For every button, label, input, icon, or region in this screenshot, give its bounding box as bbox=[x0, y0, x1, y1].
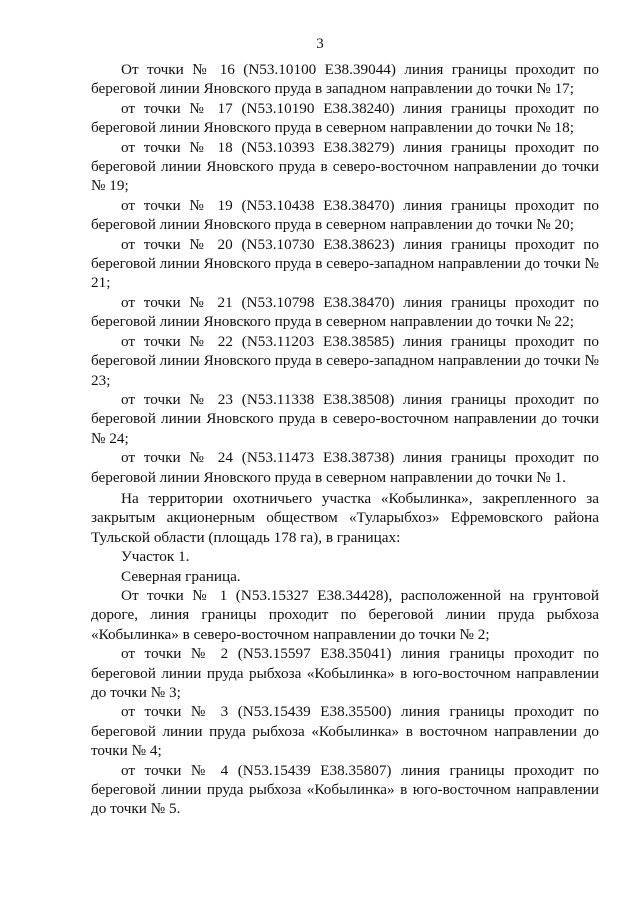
paragraph: от точки № 17 (N53.10190 E38.38240) линия границы проходит по береговой линии Яновского пруда в северном направлении до точки № 18; bbox=[91, 99, 599, 137]
paragraph: На территории охотничьего участка «Кобылинка», закрепленного за закрытым акционерным обществом «Туларыбхоз» Ефремовского района Тульской области (площадь 178 га), в границах: bbox=[91, 489, 599, 546]
section-subheading: Северная граница. bbox=[121, 567, 241, 585]
paragraph: от точки № 18 (N53.10393 E38.38279) линия границы проходит по береговой линии Яновского пруда в северо-восточном направлении до точки № 19; bbox=[91, 138, 599, 195]
paragraph: от точки № 23 (N53.11338 E38.38508) линия границы проходит по береговой линии Яновского пруда в северо-восточном направлении до точки № 24; bbox=[91, 390, 599, 447]
page-number: 3 bbox=[316, 36, 324, 52]
paragraph: от точки № 4 (N53.15439 E38.35807) линия границы проходит по береговой линии пруда рыбхоза «Кобылинка» в юго-восточном направлении до точки № 5. bbox=[91, 761, 599, 818]
paragraph: От точки № 1 (N53.15327 E38.34428), расположенной на грунтовой дороге, линия границы проходит по береговой линии пруда рыбхоза «Кобылинка» в северо-восточном направлении до точки № 2; bbox=[91, 586, 599, 643]
paragraph: от точки № 2 (N53.15597 E38.35041) линия границы проходит по береговой линии пруда рыбхоза «Кобылинка» в юго-восточном направлении до точки № 3; bbox=[91, 645, 599, 701]
section-heading: Участок 1. bbox=[121, 548, 190, 566]
paragraph: от точки № 21 (N53.10798 E38.38470) линия границы проходит по береговой линии Яновского пруда в северном направлении до точки № 22; bbox=[91, 293, 599, 331]
paragraph: От точки № 16 (N53.10100 E38.39044) линия границы проходит по береговой линии Яновского пруда в западном направлении до точки № 17; bbox=[91, 61, 599, 98]
paragraph: от точки № 3 (N53.15439 E38.35500) линия границы проходит по береговой линии пруда рыбхоза «Кобылинка» в восточном направлении до точки № 4; bbox=[91, 703, 599, 760]
paragraph: от точки № 22 (N53.11203 E38.38585) линия границы проходит по береговой линии Яновского пруда в северо-западном направлении до точки № 23; bbox=[91, 332, 599, 389]
paragraph: от точки № 24 (N53.11473 E38.38738) линия границы проходит по береговой линии Яновского пруда в северном направлении до точки № 1. bbox=[91, 449, 599, 486]
document-body bbox=[91, 60, 599, 819]
paragraph: от точки № 19 (N53.10438 E38.38470) линия границы проходит по береговой линии Яновского пруда в северном направлении до точки № 20; bbox=[91, 196, 599, 234]
paragraph: от точки № 20 (N53.10730 E38.38623) линия границы проходит по береговой линии Яновского пруда в северо-западном направлении до точки № 21; bbox=[91, 235, 599, 292]
